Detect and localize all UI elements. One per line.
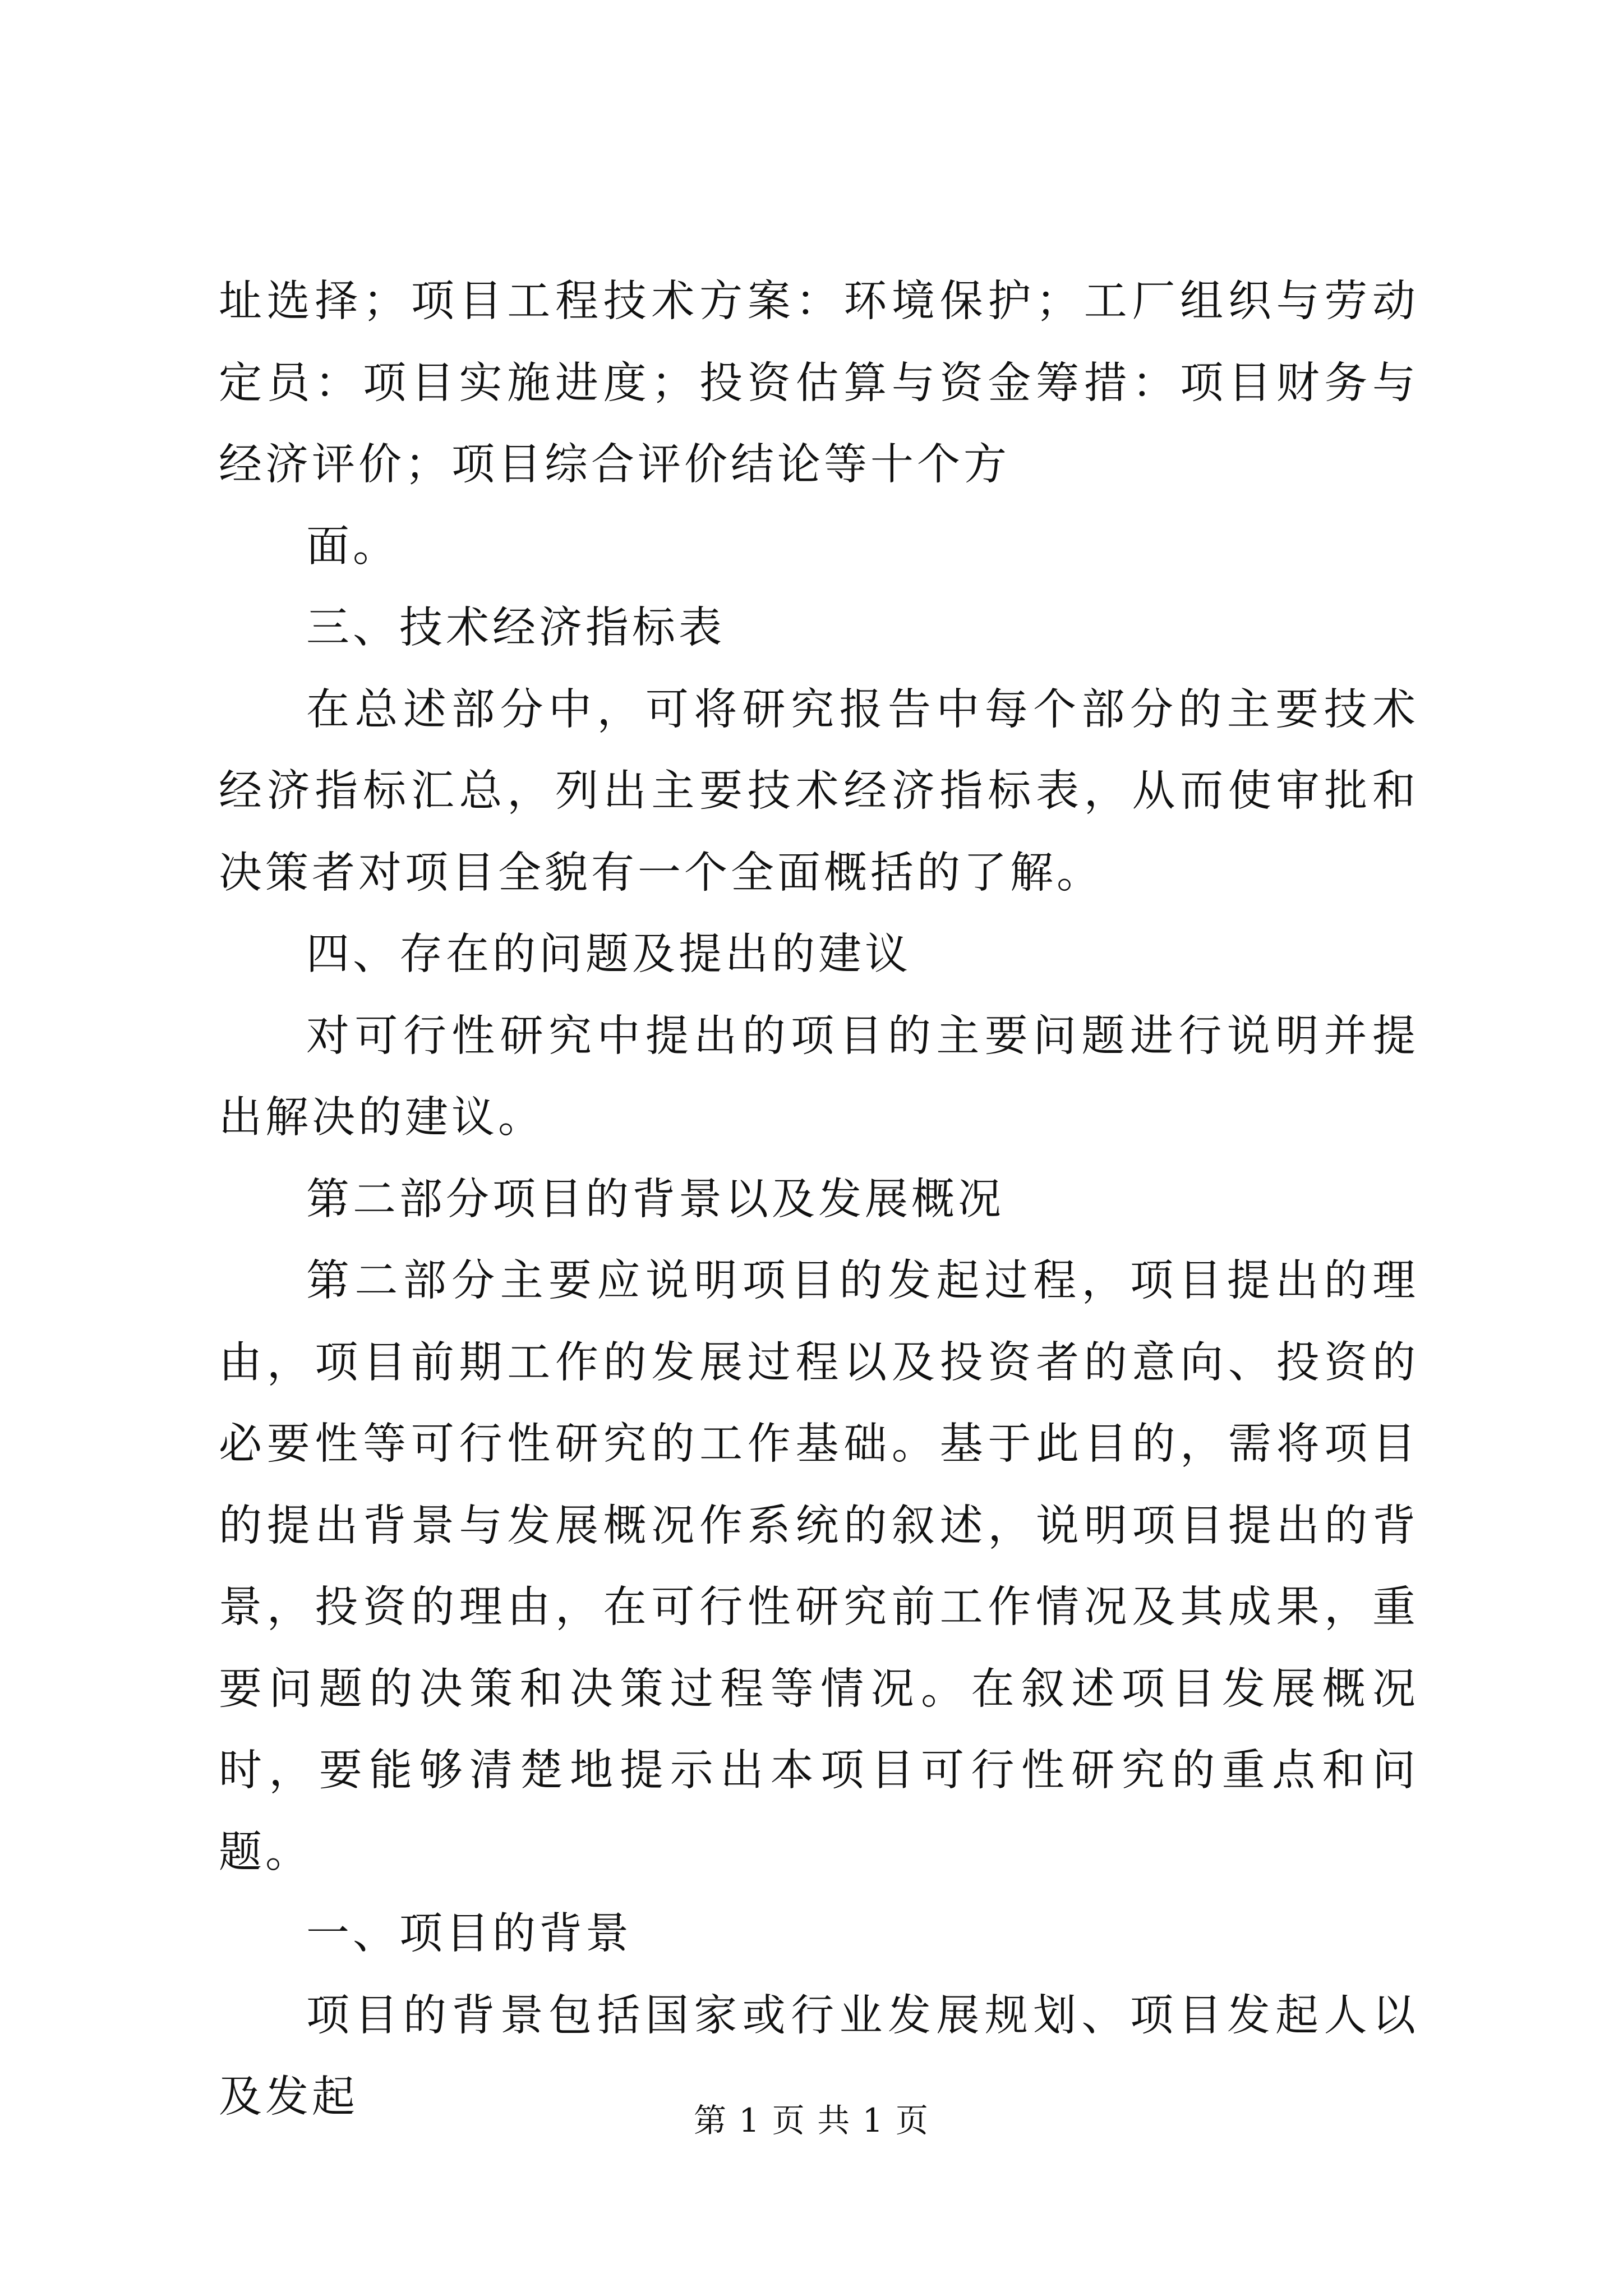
section-heading-3: 三、技术经济指标表 bbox=[306, 603, 725, 653]
paragraph-1: 址选择；项目工程技术方案：环境保护；工厂组织与劳动定员：项目实施进度；投资估算与资金筹措：项目财务与经济评价；项目综合评价结论等十个方 bbox=[219, 277, 1419, 490]
paragraph-10: 项目的背景包括国家或行业发展规划、项目发起人以及发起 bbox=[219, 1990, 1419, 2122]
page-footer: 第 1 页 共 1 页 bbox=[694, 2101, 929, 2139]
paragraph-8: 第二部分主要应说明项目的发起过程，项目提出的理由，项目前期工作的发展过程以及投资者的意向、投资的必要性等可行性研究的工作基础。基于此目的，需将项目的提出背景与发展概况作系统的叙述，说明项目提出的背景，投资的理由，在可行性研究前工作情况及其成果，重要问题的决策和决策过程等情况。在叙述项目发展概况时，要能够清楚地提示出本项目可行性研究的重点和问题。 bbox=[219, 1256, 1419, 1878]
section-heading-4: 四、存在的问题及提出的建议 bbox=[306, 930, 911, 979]
paragraph-6: 对可行性研究中提出的项目的主要问题进行说明并提出解决的建议。 bbox=[219, 1011, 1419, 1143]
section-heading-1: 一、项目的背景 bbox=[306, 1909, 632, 1959]
paragraph-2: 面。 bbox=[306, 521, 399, 572]
document-body bbox=[219, 261, 1419, 2138]
part-heading-2: 第二部分项目的背景以及发展概况 bbox=[306, 1174, 1004, 1225]
paragraph-4: 在总述部分中，可将研究报告中每个部分的主要技术经济指标汇总，列出主要技术经济指标表，从而使审批和决策者对项目全貌有一个全面概括的了解。 bbox=[219, 684, 1419, 898]
